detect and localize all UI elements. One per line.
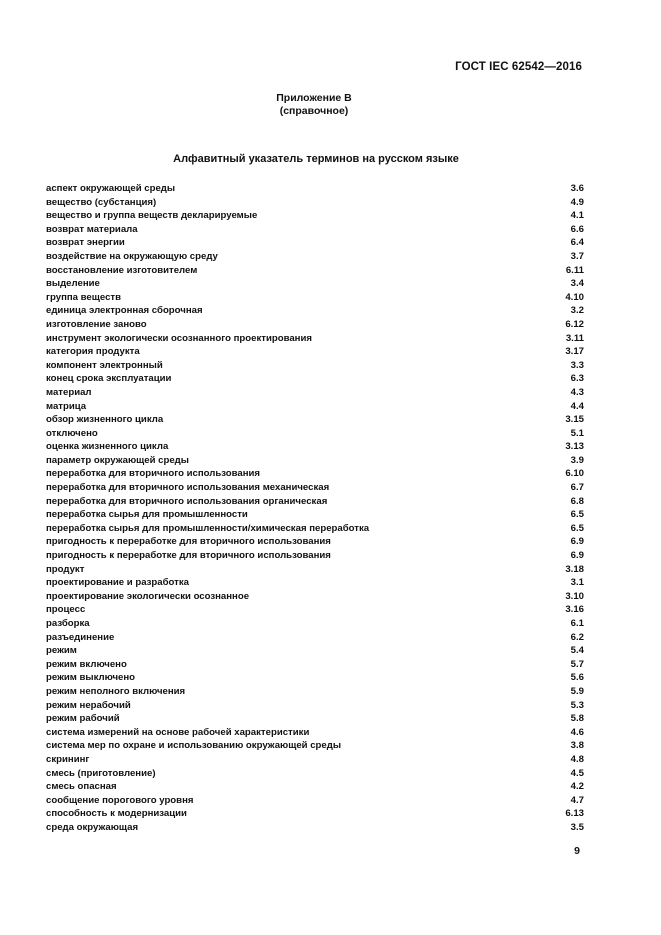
index-term: оценка жизненного цикла [46, 441, 169, 453]
index-entry [46, 808, 584, 822]
index-term: возврат энергии [46, 237, 125, 249]
index-term: смесь опасная [46, 781, 117, 793]
index-ref: 6.11 [565, 264, 584, 276]
index-term: сообщение порогового уровня [46, 794, 194, 806]
index-ref: 3.4 [570, 278, 584, 290]
index-entry [46, 618, 584, 632]
index-entry [46, 686, 584, 700]
index-entry [46, 183, 584, 197]
index-term: система измерений на основе рабочей характеристики [46, 726, 310, 738]
standard-designation: ГОСТ IEC 62542—2016 [455, 61, 582, 73]
index-term: режим нерабочий [46, 699, 131, 711]
index-entry [46, 781, 584, 795]
index-term: проектирование экологически осознанное [46, 590, 250, 602]
index-term: проектирование и разработка [46, 577, 189, 589]
index-term: скрининг [46, 753, 90, 765]
index-term: отключено [46, 427, 98, 439]
index-term: режим неполного включения [46, 685, 186, 697]
index-entry [46, 224, 584, 238]
index-entry [46, 292, 584, 306]
index-ref: 6.4 [570, 237, 584, 249]
index-term: способность к модернизации [46, 808, 187, 820]
index-term: переработка сырья для промышленности/химическая переработка [46, 522, 370, 534]
index-ref: 3.3 [570, 359, 584, 371]
index-ref: 5.7 [570, 658, 584, 670]
index-entry [46, 536, 584, 550]
index-term: режим рабочий [46, 713, 120, 725]
index-entry [46, 265, 584, 279]
index-heading: Алфавитный указатель терминов на русском языке [173, 153, 459, 165]
index-term: режим [46, 645, 77, 657]
index-ref: 3.2 [570, 305, 584, 317]
index-ref: 6.10 [565, 468, 584, 480]
index-entry [46, 768, 584, 782]
index-entry [46, 577, 584, 591]
index-ref: 6.1 [570, 618, 584, 629]
index-ref: 4.6 [570, 726, 584, 738]
index-term: возврат материала [46, 223, 138, 235]
index-term: группа веществ [46, 291, 121, 303]
index-ref: 6.9 [570, 550, 584, 562]
index-ref: 3.16 [565, 604, 584, 616]
index-entry [46, 604, 584, 618]
page-number: 9 [574, 845, 580, 857]
index-entry [46, 428, 584, 442]
index-ref: 3.7 [570, 250, 584, 262]
index-entry [46, 210, 584, 224]
index-ref: 6.9 [570, 536, 584, 548]
index-ref: 6.5 [570, 509, 584, 521]
index-entry [46, 700, 584, 714]
index-ref: 3.13 [565, 441, 584, 453]
index-ref: 4.10 [565, 291, 584, 303]
index-ref: 5.4 [570, 645, 584, 657]
index-ref: 3.10 [565, 590, 584, 602]
index-term: пригодность к переработке для вторичного использования [46, 550, 331, 562]
index-entry [46, 414, 584, 428]
index-term: единица электронная сборочная [46, 305, 203, 317]
index-term: переработка сырья для промышленности [46, 509, 248, 521]
index-ref: 3.18 [565, 563, 584, 575]
index-ref: 3.5 [570, 821, 584, 833]
index-term: вещество и группа веществ декларируемые [46, 210, 258, 222]
index-term: конец срока эксплуатации [46, 373, 172, 385]
index-ref: 6.8 [570, 495, 584, 507]
index-ref: 3.17 [565, 346, 584, 358]
annex-subtitle: (справочное) [279, 105, 349, 117]
index-term: процесс [46, 604, 86, 616]
index-ref: 6.7 [570, 482, 584, 494]
index-term: категория продукта [46, 346, 140, 358]
annex-block [0, 92, 628, 118]
index-entry [46, 401, 584, 415]
index-entry [46, 455, 584, 469]
index-term: разборка [46, 618, 90, 629]
index-ref: 3.1 [570, 577, 584, 589]
index-ref: 5.1 [570, 427, 584, 439]
index-ref: 3.8 [570, 740, 584, 752]
index-entry [46, 523, 584, 537]
index-entry [46, 360, 584, 374]
index-entry [46, 645, 584, 659]
index-term: система мер по охране и использованию окружающей среды [46, 740, 342, 752]
index-ref: 4.7 [570, 794, 584, 806]
index-entry [46, 319, 584, 333]
index-entry [46, 441, 584, 455]
index-term: матрица [46, 400, 87, 412]
index-term: разъединение [46, 631, 115, 643]
index-entry [46, 632, 584, 646]
index-ref: 6.12 [565, 318, 584, 330]
index-entry [46, 713, 584, 727]
index-ref: 3.11 [565, 332, 584, 344]
index-ref: 5.8 [570, 713, 584, 725]
index-entry [46, 727, 584, 741]
index-entry [46, 795, 584, 809]
index-term: переработка для вторичного использования органическая [46, 495, 328, 507]
index-term: компонент электронный [46, 359, 163, 371]
annex-title: Приложение В [276, 92, 352, 104]
index-ref: 4.8 [570, 753, 584, 765]
index-entry [46, 564, 584, 578]
index-ref: 6.6 [570, 223, 584, 235]
index-entry [46, 659, 584, 673]
index-ref: 3.6 [570, 183, 584, 194]
index-entry [46, 482, 584, 496]
index-entry [46, 346, 584, 360]
index-term: восстановление изготовителем [46, 264, 198, 276]
index-ref: 4.1 [570, 210, 584, 222]
index-entry [46, 740, 584, 754]
index-entry [46, 468, 584, 482]
index-term: режим включено [46, 658, 127, 670]
index-ref: 4.4 [570, 400, 584, 412]
index-entry [46, 672, 584, 686]
index-entry [46, 591, 584, 605]
index-ref: 5.3 [570, 699, 584, 711]
index-term: воздействие на окружающую среду [46, 250, 218, 262]
index-entry [46, 822, 584, 836]
index-ref: 6.5 [570, 522, 584, 534]
index-ref: 4.2 [570, 781, 584, 793]
index-entry [46, 754, 584, 768]
index-ref: 6.3 [570, 373, 584, 385]
index-term: пригодность к переработке для вторичного использования [46, 536, 331, 548]
index-term: материал [46, 386, 92, 398]
index-term: среда окружающая [46, 821, 139, 833]
index-ref: 4.9 [570, 196, 584, 208]
index-term: выделение [46, 278, 100, 290]
index-ref: 3.9 [570, 454, 584, 466]
index-entry [46, 509, 584, 523]
index-entry [46, 305, 584, 319]
index-term: режим выключено [46, 672, 136, 684]
index-entry [46, 387, 584, 401]
index-term: аспект окружающей среды [46, 183, 176, 194]
index-term: инструмент экологически осознанного проектирования [46, 332, 312, 344]
index-ref: 5.6 [570, 672, 584, 684]
index-ref: 6.2 [570, 631, 584, 643]
index-ref: 4.3 [570, 386, 584, 398]
index-term: вещество (субстанция) [46, 196, 157, 208]
index-entry [46, 237, 584, 251]
index-entry [46, 278, 584, 292]
index-term: изготовление заново [46, 318, 147, 330]
index-ref: 6.13 [565, 808, 584, 820]
index-entry [46, 496, 584, 510]
index-term: переработка для вторичного использования [46, 468, 261, 480]
term-index-list [46, 183, 584, 836]
index-term: параметр окружающей среды [46, 454, 189, 466]
index-ref: 3.15 [565, 414, 584, 426]
index-entry [46, 550, 584, 564]
index-ref: 5.9 [570, 685, 584, 697]
index-entry [46, 333, 584, 347]
index-entry [46, 251, 584, 265]
index-ref: 4.5 [570, 767, 584, 779]
index-entry [46, 197, 584, 211]
index-term: смесь (приготовление) [46, 767, 156, 779]
index-entry [46, 373, 584, 387]
index-term: переработка для вторичного использования механическая [46, 482, 330, 494]
index-term: обзор жизненного цикла [46, 414, 164, 426]
index-term: продукт [46, 563, 85, 575]
